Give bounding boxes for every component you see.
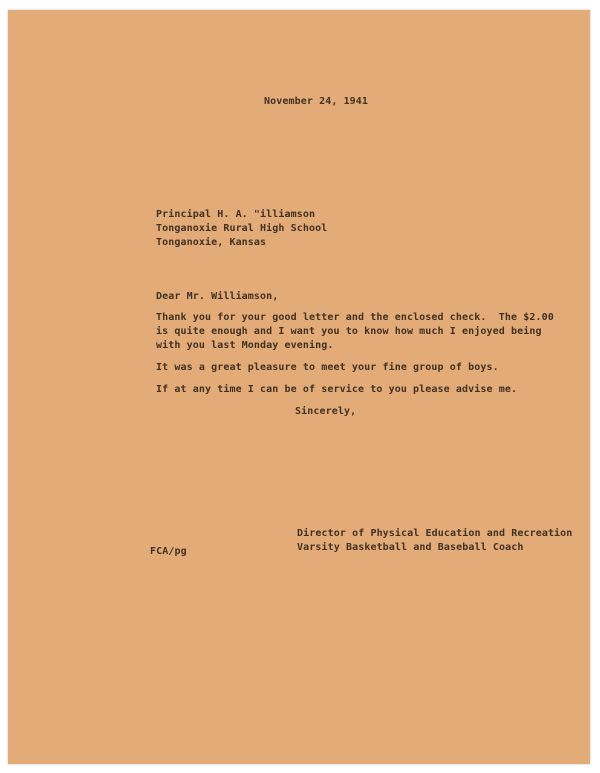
signature-title-line-1: Director of Physical Education and Recreation	[297, 528, 573, 539]
salutation: Dear Mr. Williamson,	[156, 291, 279, 302]
closing: Sincerely,	[295, 406, 357, 417]
recipient-name: Principal H. A. "illiamson	[156, 209, 316, 220]
body-paragraph-2: It was a great pleasure to meet your fine group of boys.	[156, 362, 499, 373]
letter-date: November 24, 1941	[264, 96, 369, 107]
body-paragraph-1-line-1: Thank you for your good letter and the enclosed check. The $2.00	[156, 312, 554, 323]
recipient-school: Tonganoxie Rural High School	[156, 223, 328, 234]
recipient-city: Tonganoxie, Kansas	[156, 237, 267, 248]
typist-initials: FCA/pg	[150, 546, 187, 557]
letter-page	[8, 10, 590, 764]
body-paragraph-1-line-3: with you last Monday evening.	[156, 340, 334, 351]
body-paragraph-3: If at any time I can be of service to you please advise me.	[156, 384, 518, 395]
signature-title-line-2: Varsity Basketball and Baseball Coach	[297, 542, 524, 553]
body-paragraph-1-line-2: is quite enough and I want you to know how much I enjoyed being	[156, 326, 542, 337]
